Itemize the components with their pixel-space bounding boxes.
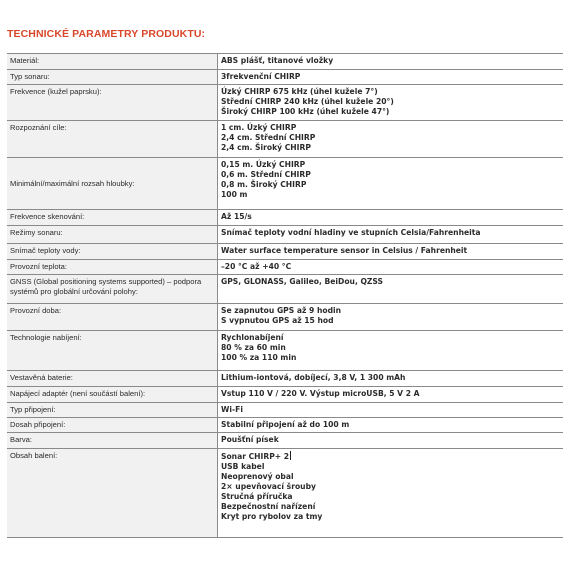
spec-row: [7, 275, 563, 304]
spec-value: [218, 210, 564, 226]
section-title: TECHNICKÉ PARAMETRY PRODUKTU:: [7, 28, 206, 40]
spec-value-line: Kryt pro rybolov za tmy: [221, 512, 323, 521]
text-cursor-icon: [290, 451, 291, 460]
spec-value-line: GPS, GLONASS, Galileo, BeiDou, QZSS: [221, 277, 384, 286]
spec-label: Barva:: [7, 433, 218, 449]
spec-label: Režimy sonaru:: [7, 226, 218, 244]
spec-label: Frekvence skenování:: [7, 210, 218, 226]
spec-value-line: Bezpečnostní nařízení: [221, 502, 316, 511]
spec-label: Materiál:: [7, 54, 218, 70]
spec-label: Typ připojení:: [7, 403, 218, 418]
spec-value-line: Water surface temperature sensor in Celsius / Fahrenheit: [221, 246, 468, 255]
spec-label: Dosah připojení:: [7, 418, 218, 433]
spec-row: [7, 260, 563, 275]
spec-label: Provozní teplota:: [7, 260, 218, 275]
spec-value-line: S vypnutou GPS až 15 hod: [221, 316, 334, 325]
spec-value: [218, 418, 564, 433]
spec-table-body: [7, 54, 563, 538]
spec-table: [7, 53, 563, 538]
spec-label: Frekvence (kužel paprsku):: [7, 85, 218, 121]
spec-value-line: 1 cm. Úzký CHIRP: [221, 123, 297, 132]
spec-value-line: Lithium-iontová, dobíjecí, 3,8 V, 1 300 mAh: [221, 373, 406, 382]
spec-label: Napájecí adaptér (není součástí balení):: [7, 387, 218, 403]
spec-value-line: 2× upevňovací šrouby: [221, 482, 316, 491]
spec-value-line: Střední CHIRP 240 kHz (úhel kužele 20°): [221, 97, 394, 106]
spec-value-line: Stručná příručka: [221, 492, 293, 501]
spec-value-line: 2,4 cm. Střední CHIRP: [221, 133, 316, 142]
spec-value: [218, 304, 564, 331]
spec-value-line: Se zapnutou GPS až 9 hodin: [221, 306, 342, 315]
spec-label: Vestavěná baterie:: [7, 371, 218, 387]
spec-value-line: 0,6 m. Střední CHIRP: [221, 170, 311, 179]
spec-value: [218, 433, 564, 449]
spec-value-line: Sonar CHIRP+ 2: [221, 452, 290, 461]
spec-value-line: Široký CHIRP 100 kHz (úhel kužele 47°): [221, 107, 390, 116]
spec-value: [218, 85, 564, 121]
spec-value: [218, 403, 564, 418]
spec-value-line: Poušťní písek: [221, 435, 279, 444]
spec-value-line: Úzký CHIRP 675 kHz (úhel kužele 7°): [221, 87, 378, 96]
spec-row: [7, 85, 563, 121]
spec-value-line: 0,8 m. Široký CHIRP: [221, 180, 307, 189]
spec-row: [7, 158, 563, 210]
spec-value: [218, 371, 564, 387]
spec-value: [218, 226, 564, 244]
spec-value: [218, 54, 564, 70]
spec-label: Typ sonaru:: [7, 70, 218, 85]
spec-row: [7, 331, 563, 371]
spec-value: [218, 70, 564, 85]
spec-label: Rozpoznání cíle:: [7, 121, 218, 158]
spec-value: [218, 331, 564, 371]
spec-row: [7, 70, 563, 85]
spec-row: [7, 244, 563, 260]
spec-row: [7, 403, 563, 418]
spec-value: [218, 121, 564, 158]
spec-value-line: Vstup 110 V / 220 V. Výstup microUSB, 5 V 2 A: [221, 389, 420, 398]
spec-value: [218, 158, 564, 210]
spec-value-line: ABS plášť, titanové vložky: [221, 56, 334, 65]
spec-label: Provozní doba:: [7, 304, 218, 331]
spec-row: [7, 304, 563, 331]
spec-value-line: 100 % za 110 min: [221, 353, 297, 362]
spec-value-line: Wi-Fi: [221, 405, 243, 414]
spec-row: [7, 387, 563, 403]
spec-value-line: USB kabel: [221, 462, 265, 471]
spec-row: [7, 210, 563, 226]
spec-value: [218, 260, 564, 275]
spec-value-line: 3frekvenční CHIRP: [221, 72, 301, 81]
spec-row: [7, 121, 563, 158]
spec-value: [218, 449, 564, 538]
spec-value: [218, 387, 564, 403]
spec-value-line: Neoprenový obal: [221, 472, 294, 481]
spec-row: [7, 54, 563, 70]
spec-value-line: –20 °C až +40 °C: [221, 262, 292, 271]
spec-value-line: Stabilní připojení až do 100 m: [221, 420, 350, 429]
spec-value-line: 100 m: [221, 190, 248, 199]
spec-row: [7, 371, 563, 387]
spec-row: [7, 449, 563, 538]
spec-row: [7, 418, 563, 433]
spec-value: [218, 244, 564, 260]
spec-value-line: Snímač teploty vodní hladiny ve stupních Celsia/Fahrenheita: [221, 228, 481, 237]
spec-label: GNSS (Global positioning systems supported) – podpora systémů pro globální určování polohy:: [7, 275, 218, 304]
spec-value-line: 0,15 m. Úzký CHIRP: [221, 160, 306, 169]
spec-value: [218, 275, 564, 304]
spec-label: Technologie nabíjení:: [7, 331, 218, 371]
spec-label: Minimální/maximální rozsah hloubky:: [7, 158, 218, 210]
spec-row: [7, 226, 563, 244]
spec-label: Snímač teploty vody:: [7, 244, 218, 260]
spec-value-line: 80 % za 60 min: [221, 343, 286, 352]
spec-label: Obsah balení:: [7, 449, 218, 538]
spec-value-line: 2,4 cm. Široký CHIRP: [221, 143, 311, 152]
spec-value-line: Až 15/s: [221, 212, 252, 221]
spec-value-line: Rychlonabíjení: [221, 333, 284, 342]
spec-row: [7, 433, 563, 449]
